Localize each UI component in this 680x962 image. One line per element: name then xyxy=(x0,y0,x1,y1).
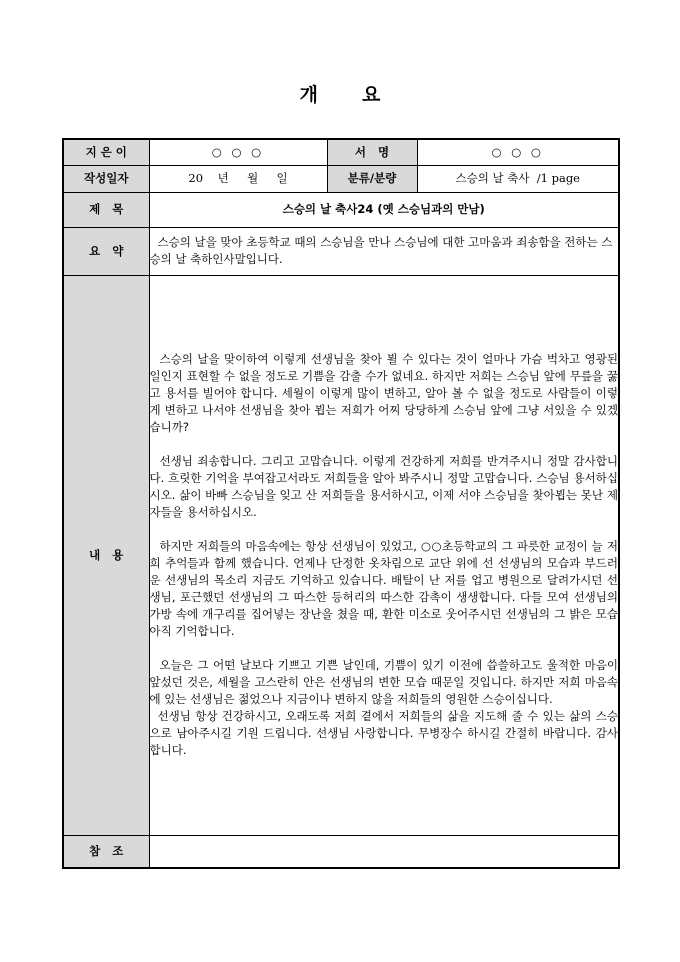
author-label: 지 은 이 xyxy=(63,139,149,165)
content-paragraph-5: 선생님 항상 건강하시고, 오래도록 저희 곁에서 저희들의 삶을 지도해 줄 수 있는 삶의 스승으로 남아주시길 기원 드립니다. 선생님 사랑합니다. 무병장수 하시길 간절히 바랍니다. 감사합니다. xyxy=(149,709,618,757)
content-paragraph-4: 오늘은 그 어떤 날보다 기쁘고 기쁜 날인데, 기쁨이 있기 이전에 씁쓸하고도 울적한 마음이 앞섰던 것은, 세월을 고스란히 안은 선생님의 변한 모습 때문일 것입니다. 하지만 저희 마음속에 있는 선생님은 젊었으나 지금이나 변하지 않을 저희들의 영원한 스승이십니다. xyxy=(149,658,618,706)
content-body xyxy=(149,275,619,835)
title-part-1: 개 xyxy=(299,84,318,106)
author-value: ○ ○ ○ xyxy=(149,139,327,165)
overview-table xyxy=(62,138,620,869)
summary-label: 요 약 xyxy=(63,227,149,275)
summary-value: 스승의 날을 맞아 초등학교 때의 스승님을 만나 스승님에 대한 고마움과 죄송함을 전하는 스승의 날 축하인사말입니다. xyxy=(149,227,619,275)
row-content xyxy=(63,275,619,835)
reference-value xyxy=(149,835,619,868)
subject-label: 제 목 xyxy=(63,192,149,227)
row-author xyxy=(63,139,619,165)
content-paragraph-1: 스승의 날을 맞이하여 이렇게 선생님을 찾아 뵐 수 있다는 것이 얼마나 가슴 벅차고 영광된 일인지 표현할 수 없을 정도로 기쁨을 감출 수가 없네요. 하지만 저희는 스승님 앞에 무릎을 꿇고 용서를 빌어야 합니다. 세월이 이렇게 많이 변하고, 알아 볼 수 없을 정도로 사람들이 이렇게 변하고 나서야 선생님을 찾아 뵙는 저희가 어찌 당당하게 스승님 앞에 그냥 서있을 수 있겠습니까? xyxy=(149,352,618,434)
signature-label: 서 명 xyxy=(327,139,417,165)
subject-value: 스승의 날 축사24 (옛 스승님과의 만남) xyxy=(149,192,619,227)
document-title xyxy=(0,80,680,107)
row-date xyxy=(63,165,619,192)
category-label: 분류/분량 xyxy=(327,165,417,192)
content-paragraph-3: 하지만 저희들의 마음속에는 항상 선생님이 있었고, ○○초등학교의 그 파릇한 교정이 늘 저희 추억들과 함께 했습니다. 언제나 단정한 옷차림으로 교단 위에 선 선생님의 모습과 부드러운 선생님의 목소리 지금도 기억하고 있습니다. 배탈이 난 저를 업고 병원으로 달려가시던 선생님, 포근했던 선생님의 그 따스한 등허리의 따스한 감촉이 생생합니다. 다들 모여 선생님의 가방 속에 개구리를 집어넣는 장난을 쳤을 때, 환한 미소로 웃어주시던 선생님의 그 밝은 모습 아직 기억합니다. xyxy=(149,539,618,638)
reference-label: 참 조 xyxy=(63,835,149,868)
row-summary xyxy=(63,227,619,275)
content-label: 내 용 xyxy=(63,275,149,835)
row-subject xyxy=(63,192,619,227)
row-reference xyxy=(63,835,619,868)
date-value: 20 년 월 일 xyxy=(149,165,327,192)
content-paragraph-2: 선생님 죄송합니다. 그리고 고맙습니다. 이렇게 건강하게 저희를 반겨주시니 정말 감사합니다. 흐릿한 기억을 부여잡고서라도 저희들을 알아 봐주시니 정말 고맙습니다. 스승님 용서하십시오. 삶이 바빠 스승님을 잊고 산 저희들을 용서하시고, 이제 서야 스승님을 찾아뵙는 못난 제자들을 용서하십시오. xyxy=(149,454,618,519)
title-part-2: 요 xyxy=(362,84,381,106)
category-value: 스승의 날 축사 /1 page xyxy=(417,165,619,192)
signature-value: ○ ○ ○ xyxy=(417,139,619,165)
date-label: 작성일자 xyxy=(63,165,149,192)
